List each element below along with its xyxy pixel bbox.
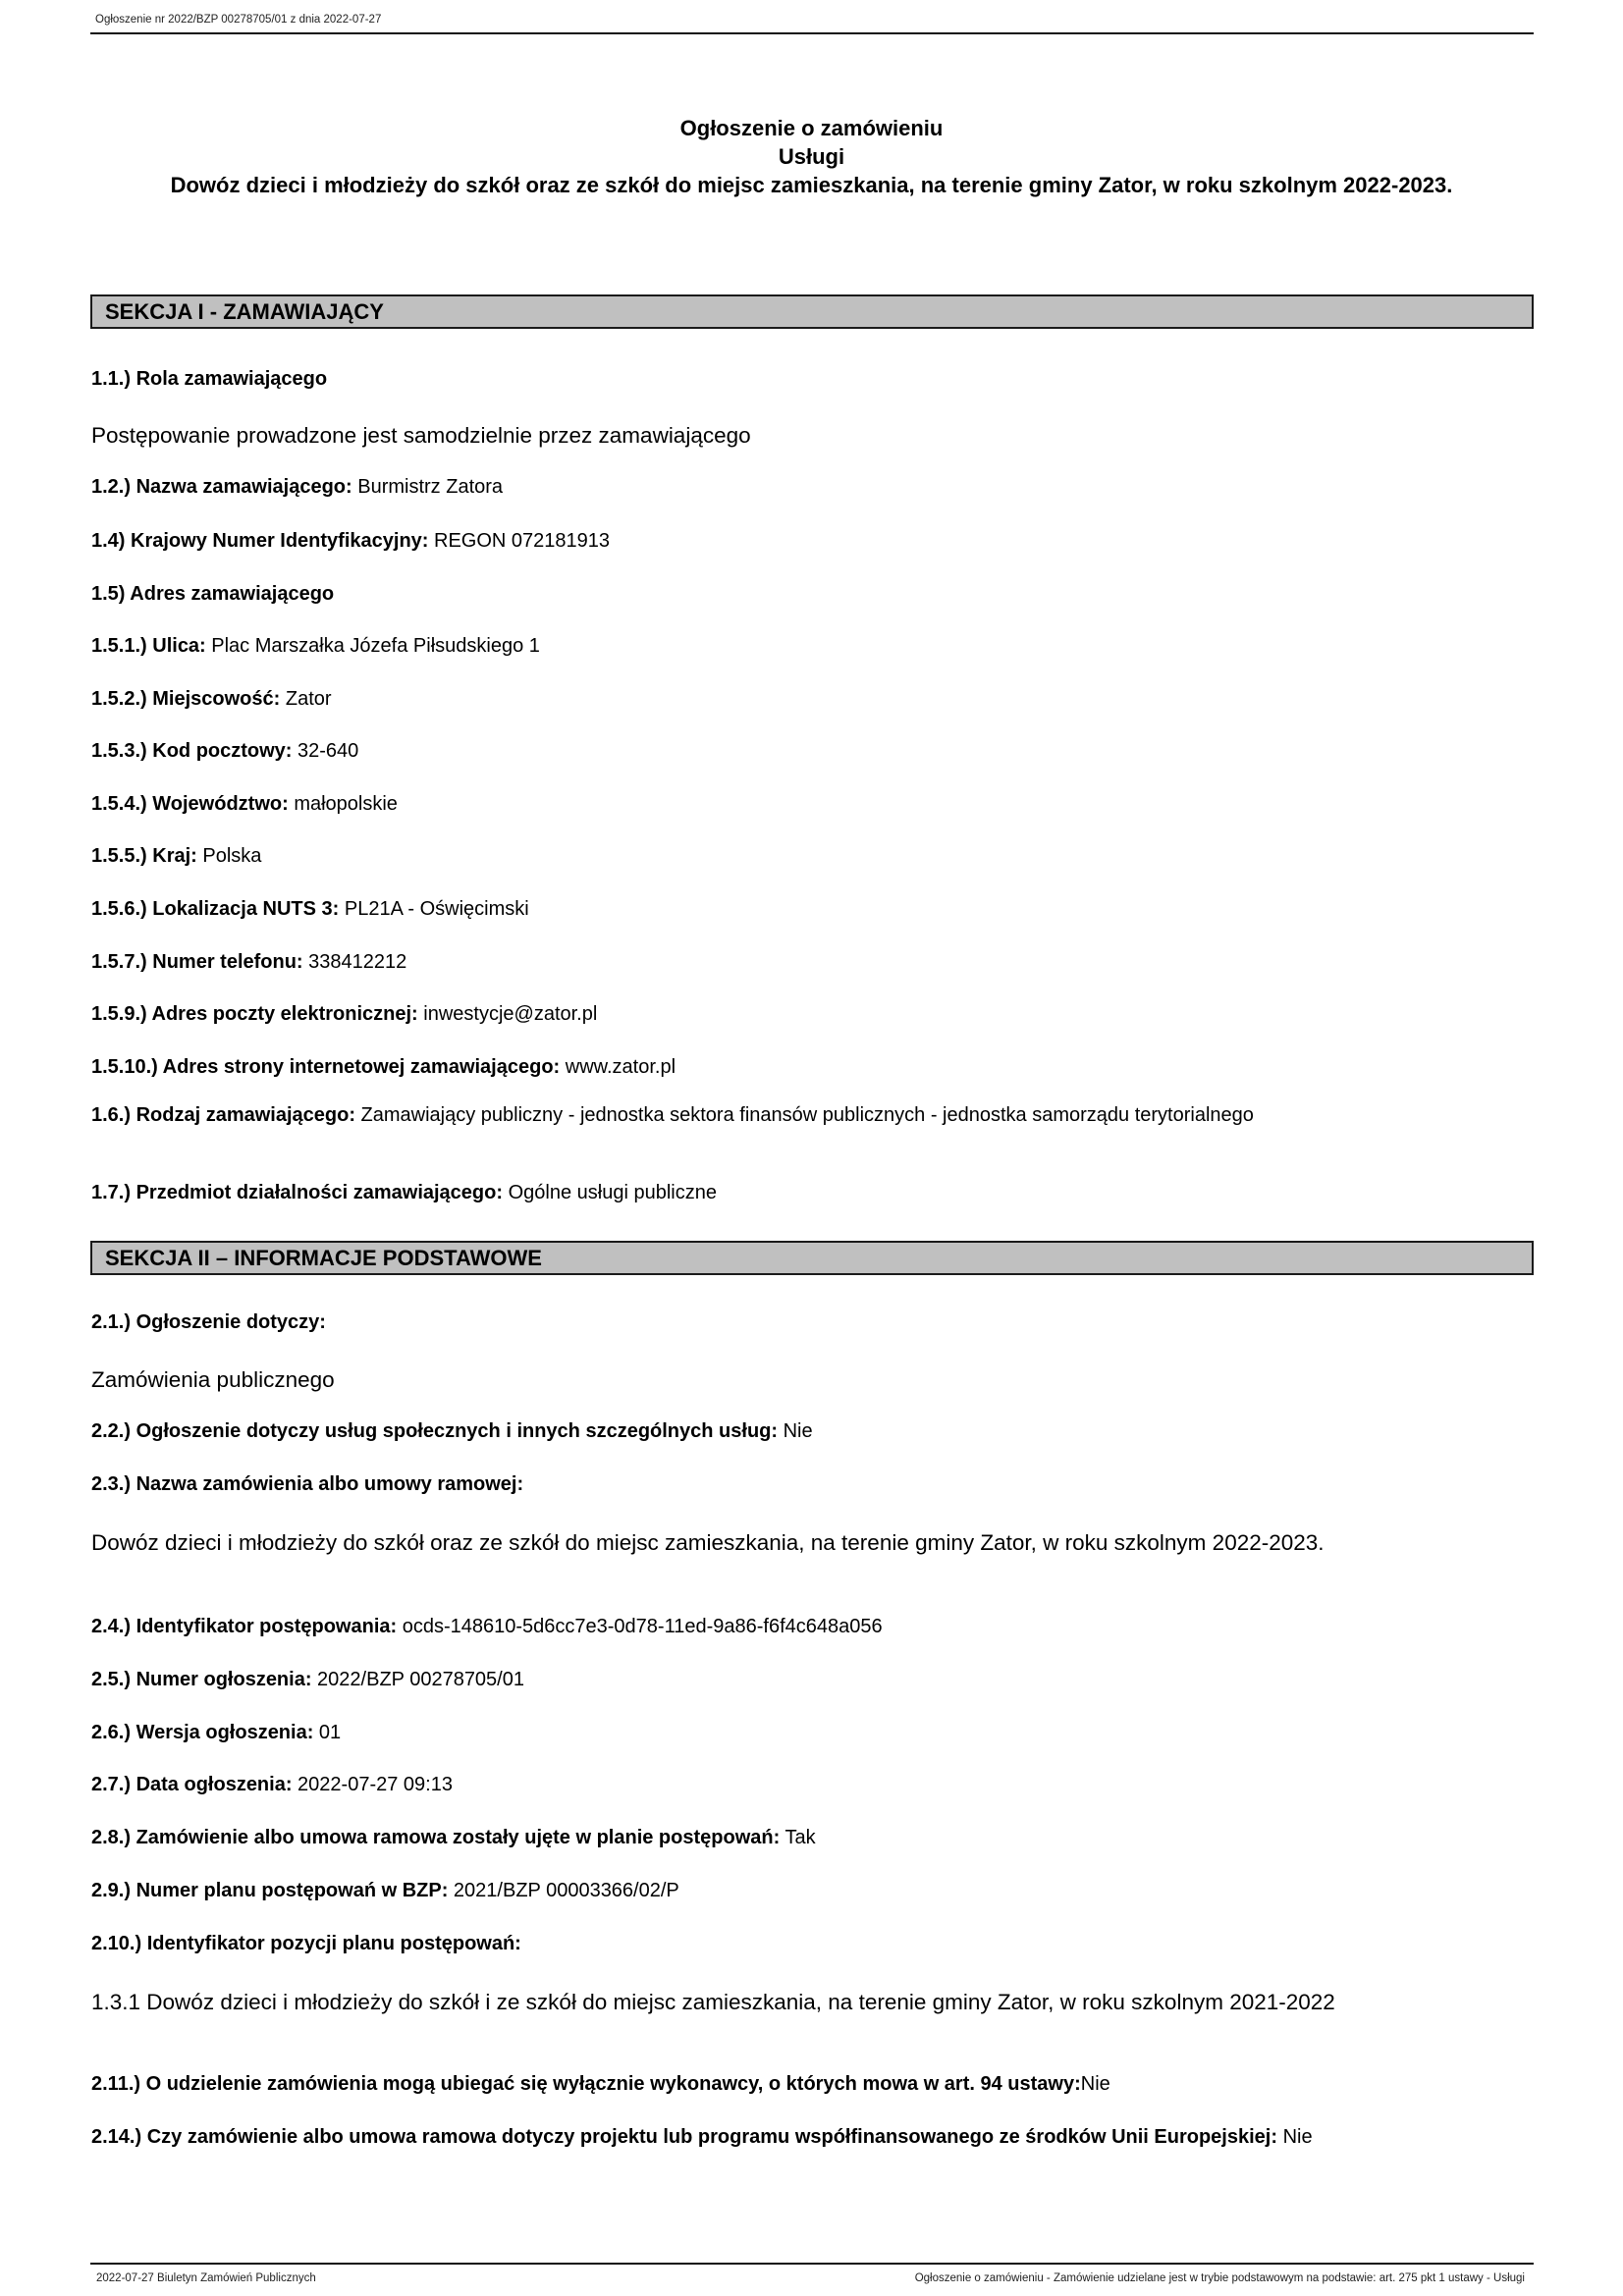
- field-label: 1.5) Adres zamawiającego: [91, 583, 335, 605]
- field-label: 1.7.) Przedmiot działalności zamawiającego:: [91, 1182, 504, 1203]
- field-in-plan: [91, 1824, 1505, 1852]
- field-value: Burmistrz Zatora: [352, 476, 504, 498]
- field-notice-number: [91, 1666, 1505, 1694]
- field-plan-position-id: [91, 1930, 1505, 1958]
- title-subject: Dowóz dzieci i młodzieży do szkół oraz ze szkół do miejsc zamieszkania, na terenie gminy Zator, w roku szkolnym 2022-2023.: [170, 173, 1453, 197]
- field-notice-concerns-value: Zamówienia publicznego: [91, 1367, 335, 1392]
- field-value: ocds-148610-5d6cc7e3-0d78-11ed-9a86-f6f4c648a056: [397, 1616, 883, 1637]
- section-2-heading: SEKCJA II – INFORMACJE PODSTAWOWE: [105, 1246, 542, 1270]
- field-value: PL21A - Oświęcimski: [339, 898, 529, 920]
- field-label: 2.7.) Data ogłoszenia:: [91, 1774, 293, 1795]
- field-label: 2.14.) Czy zamówienie albo umowa ramowa dotyczy projektu lub programu współfinansowanego ze środków Unii Europejskiej:: [91, 2126, 1278, 2148]
- field-contract-name-value: Dowóz dzieci i młodzieży do szkół oraz ze szkół do miejsc zamieszkania, na terenie gminy Zator, w roku szkolnym 2022-2023.: [91, 1530, 1325, 1555]
- field-voivodeship: [91, 790, 1505, 819]
- section-2-header: [90, 1241, 1534, 1275]
- field-website: [91, 1053, 1505, 1082]
- page-header: Ogłoszenie nr 2022/BZP 00278705/01 z dnia 2022-07-27: [95, 14, 382, 26]
- field-label: 1.5.1.) Ulica:: [91, 635, 206, 657]
- field-label: 1.5.10.) Adres strony internetowej zamawiającego:: [91, 1056, 561, 1078]
- field-label: 2.2.) Ogłoszenie dotyczy usług społecznych i innych szczególnych usług:: [91, 1420, 779, 1442]
- field-nuts: [91, 895, 1505, 924]
- field-notice-concerns: [91, 1308, 1505, 1337]
- field-label: 2.10.) Identyfikator pozycji planu postępowań:: [91, 1933, 521, 1954]
- footer-rule: [90, 2263, 1534, 2265]
- field-postal-code: [91, 737, 1505, 766]
- field-value: 2022/BZP 00278705/01: [311, 1669, 524, 1690]
- field-national-id: [91, 527, 1505, 556]
- field-value: Polska: [196, 845, 262, 867]
- field-value: Nie: [778, 1420, 813, 1442]
- field-art94: [91, 2070, 1505, 2099]
- field-contracting-type: [91, 1101, 1446, 1130]
- field-value: inwestycje@zator.pl: [417, 1003, 598, 1025]
- field-value: małopolskie: [288, 793, 398, 815]
- field-value: Zamawiający publiczny - jednostka sektora finansów publicznych - jednostka samorządu terytorialnego: [354, 1104, 1254, 1126]
- footer-date-source: 2022-07-27 Biuletyn Zamówień Publicznych: [96, 2272, 316, 2284]
- document-title: [91, 114, 1532, 199]
- title-category: Usługi: [778, 144, 845, 169]
- field-eu-funding: [91, 2123, 1427, 2152]
- field-value: Plac Marszałka Józefa Piłsudskiego 1: [205, 635, 540, 657]
- field-value: 32-640: [292, 740, 359, 762]
- field-label: 2.11.) O udzielenie zamówienia mogą ubiegać się wyłącznie wykonawcy, o których mowa w art. 94 ustawy:: [91, 2073, 1081, 2095]
- field-value: REGON 072181913: [428, 530, 611, 552]
- field-label: 1.5.3.) Kod pocztowy:: [91, 740, 293, 762]
- header-rule: [90, 32, 1534, 34]
- field-value: 338412212: [302, 951, 407, 973]
- field-email: [91, 1000, 1505, 1029]
- field-value: 2021/BZP 00003366/02/P: [448, 1880, 679, 1901]
- field-value: www.zator.pl: [560, 1056, 676, 1078]
- field-value: Nie: [1080, 2073, 1110, 2095]
- field-country: [91, 842, 1505, 871]
- field-role: [91, 365, 1505, 394]
- field-notice-version: [91, 1719, 1505, 1747]
- field-plan-number: [91, 1877, 1505, 1905]
- field-value: Zator: [280, 688, 332, 710]
- field-value: 2022-07-27 09:13: [292, 1774, 453, 1795]
- field-label: 2.3.) Nazwa zamówienia albo umowy ramowej:: [91, 1473, 524, 1495]
- field-label: 1.5.9.) Adres poczty elektronicznej:: [91, 1003, 418, 1025]
- field-value: 01: [313, 1722, 342, 1743]
- title-notice-type: Ogłoszenie o zamówieniu: [679, 116, 944, 140]
- field-social-services: [91, 1417, 1505, 1446]
- field-label: 2.6.) Wersja ogłoszenia:: [91, 1722, 314, 1743]
- field-value: Tak: [780, 1827, 816, 1848]
- section-1-heading: SEKCJA I - ZAMAWIAJĄCY: [105, 299, 384, 324]
- field-label: 2.1.) Ogłoszenie dotyczy:: [91, 1311, 326, 1333]
- field-role-value: Postępowanie prowadzone jest samodzielnie przez zamawiającego: [91, 423, 751, 448]
- field-label: 1.2.) Nazwa zamawiającego:: [91, 476, 352, 498]
- field-contract-name: [91, 1470, 1505, 1499]
- field-label: 1.5.4.) Województwo:: [91, 793, 289, 815]
- field-label: 2.9.) Numer planu postępowań w BZP:: [91, 1880, 449, 1901]
- field-label: 2.4.) Identyfikator postępowania:: [91, 1616, 398, 1637]
- field-label: 1.4) Krajowy Numer Identyfikacyjny:: [91, 530, 429, 552]
- field-label: 1.5.5.) Kraj:: [91, 845, 197, 867]
- field-address: [91, 580, 1505, 609]
- field-label: 1.5.6.) Lokalizacja NUTS 3:: [91, 898, 340, 920]
- field-label: 1.5.7.) Numer telefonu:: [91, 951, 303, 973]
- field-label: 2.8.) Zamówienie albo umowa ramowa zostały ujęte w planie postępowań:: [91, 1827, 781, 1848]
- field-procedure-id: [91, 1613, 1505, 1641]
- field-plan-position-value: 1.3.1 Dowóz dzieci i młodzieży do szkół i ze szkół do miejsc zamieszkania, na terenie gminy Zator, w roku szkolnym 2021-2022: [91, 1990, 1335, 2014]
- footer-notice-type: Ogłoszenie o zamówieniu - Zamówienie udzielane jest w trybie podstawowym na podstawie: art. 275 pkt 1 ustawy - Usługi: [914, 2272, 1525, 2284]
- field-name: [91, 473, 1505, 502]
- field-notice-date: [91, 1771, 1505, 1799]
- section-1-header: [90, 294, 1534, 329]
- field-city: [91, 685, 1505, 714]
- field-activity: [91, 1179, 1505, 1207]
- field-label: 1.1.) Rola zamawiającego: [91, 368, 328, 390]
- field-label: 1.5.2.) Miejscowość:: [91, 688, 281, 710]
- field-phone: [91, 948, 1505, 977]
- field-street: [91, 632, 1505, 661]
- field-label: 1.6.) Rodzaj zamawiającego:: [91, 1104, 355, 1126]
- field-value: Ogólne usługi publiczne: [503, 1182, 717, 1203]
- field-label: 2.5.) Numer ogłoszenia:: [91, 1669, 312, 1690]
- field-value: Nie: [1277, 2126, 1313, 2148]
